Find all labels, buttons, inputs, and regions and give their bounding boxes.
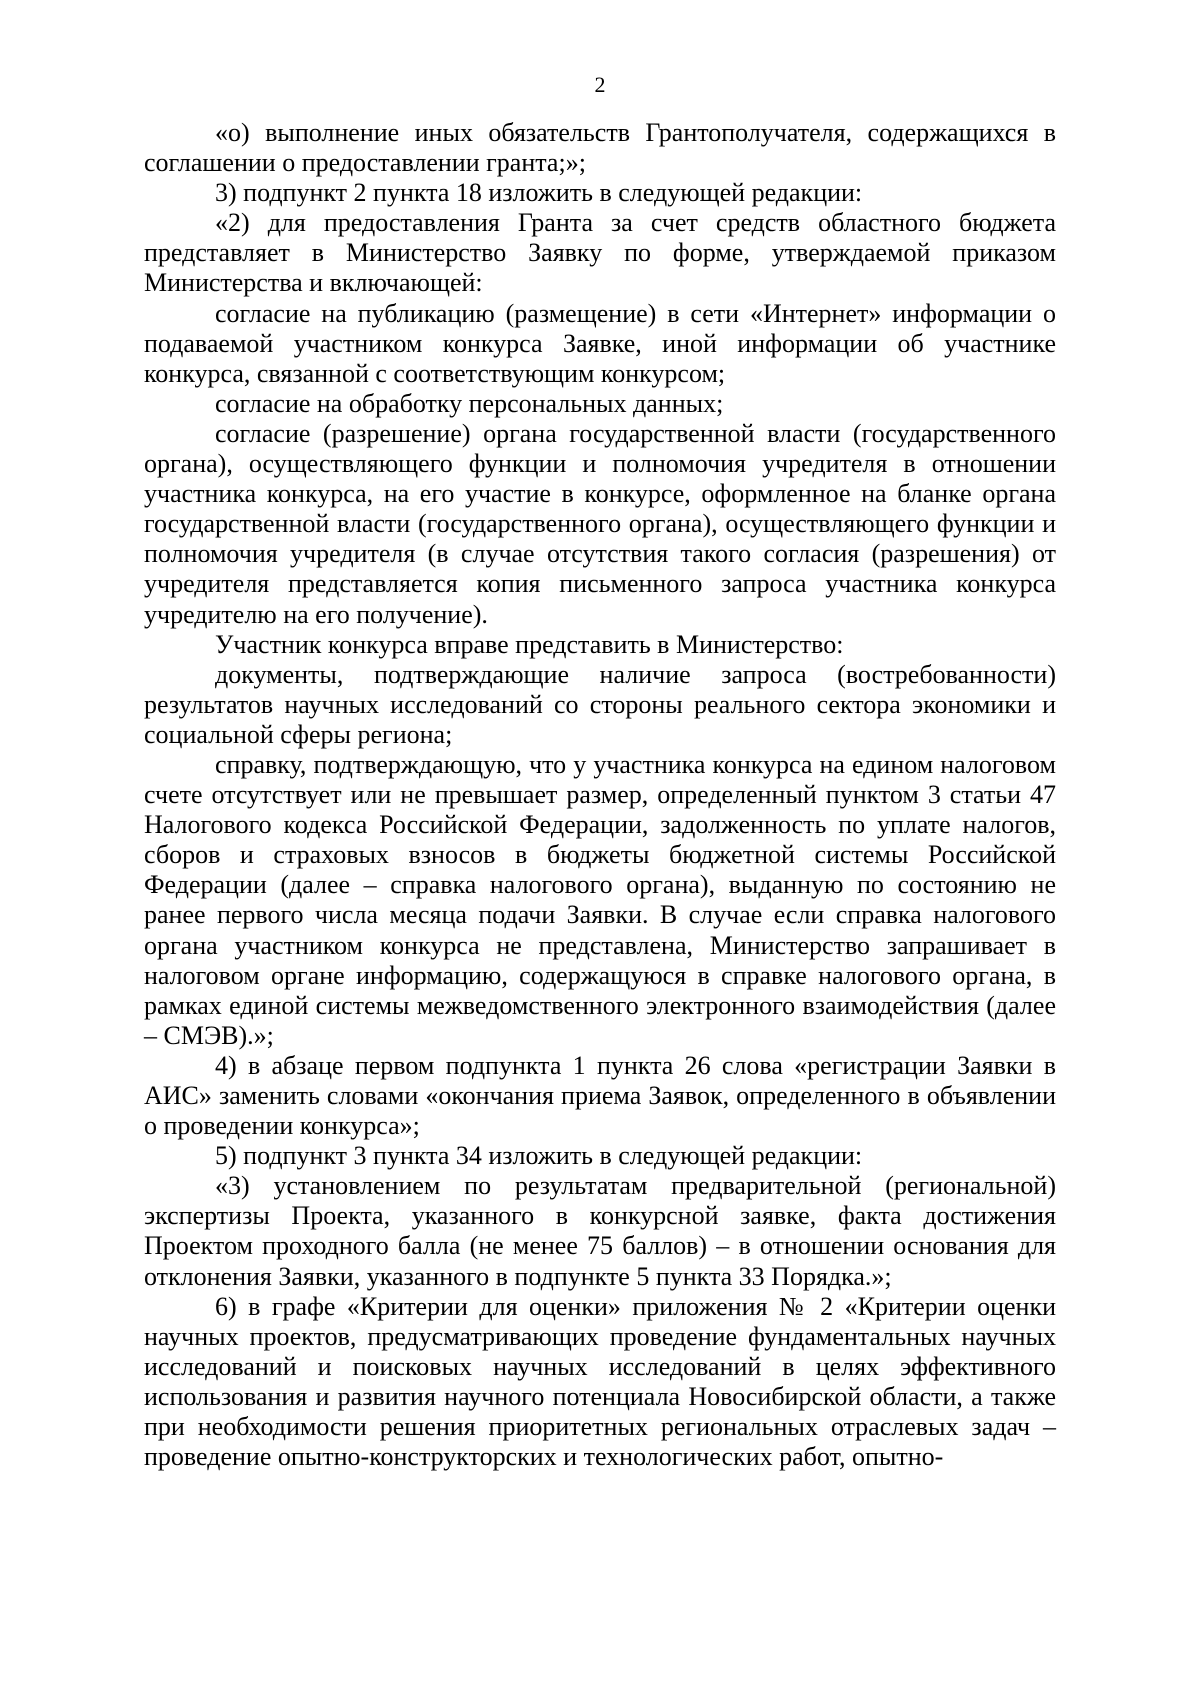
paragraph-item-o: «о) выполнение иных обязательств Грантополучателя, содержащихся в соглашении о предоставлении гранта;»; <box>144 118 1056 178</box>
paragraph-subitem-2: «2) для предоставления Гранта за счет средств областного бюджета представляет в Министерство Заявку по форме, утверждаемой приказом Министерства и включающей: <box>144 208 1056 298</box>
paragraph-consent-personal-data: согласие на обработку персональных данных; <box>215 388 724 418</box>
paragraph-subitem-3: «3) установлением по результатам предварительной (региональной) экспертизы Проекта, указанного в конкурсной заявке, факта достижения Проектом проходного балла (не менее 75 баллов) – в отношении основания для отклонения Заявки, указанного в подпункте 5 пункта 33 Порядка.»; <box>144 1171 1056 1291</box>
paragraph-consent-publication: согласие на публикацию (размещение) в сети «Интернет» информации о подаваемой участником конкурса Заявке, иной информации об участнике конкурса, связанной с соответствующим конкурсом; <box>144 298 1056 388</box>
paragraph-amendment-6: 6) в графе «Критерии для оценки» приложения № 2 «Критерии оценки научных проектов, предусматривающих проведение фундаментальных научных исследований и поисковых научных исследований в целях эффективного использования и развития научного потенциала Новосибирской области, а также при необходимости решения приоритетных региональных отраслевых задач – проведение опытно-конструкторских и технологических работ, опытно- <box>144 1291 1056 1472</box>
paragraph-amendment-5: 5) подпункт 3 пункта 34 изложить в следующей редакции: <box>215 1141 863 1171</box>
paragraph-amendment-4: 4) в абзаце первом подпункта 1 пункта 26 слова «регистрации Заявки в АИС» заменить словами «окончания приема Заявок, определенного в объявлении о проведении конкурса»; <box>144 1050 1056 1141</box>
page-number: 2 <box>594 72 606 97</box>
paragraph-consent-authority: согласие (разрешение) органа государственной власти (государственного органа), осуществляющего функции и полномочия учредителя в отношении участника конкурса, на его участие в конкурсе, оформленное на бланке органа государственной власти (государственного органа), осуществляющего функции и полномочия учредителя (в случае отсутствия такого согласия (разрешения) от учредителя представляется копия письменного запроса участника конкурса учредителю на его получение). <box>144 418 1056 629</box>
paragraph-amendment-3: 3) подпункт 2 пункта 18 изложить в следующей редакции: <box>215 178 863 208</box>
document-body <box>144 118 1056 1472</box>
paragraph-documents-demand: документы, подтверждающие наличие запроса (востребованности) результатов научных исследований со стороны реального сектора экономики и социальной сферы региона; <box>144 659 1056 749</box>
paragraph-tax-certificate: справку, подтверждающую, что у участника конкурса на едином налоговом счете отсутствует или не превышает размер, определенный пунктом 3 статьи 47 Налогового кодекса Российской Федерации, задолженность по уплате налогов, сборов и страховых взносов в бюджеты бюджетной системы Российской Федерации (далее – справка налогового органа), выданную по состоянию не ранее первого числа месяца подачи Заявки. В случае если справка налогового органа участником конкурса не представлена, Министерство запрашивает в налоговом органе информацию, содержащуюся в справке налогового органа, в рамках единой системы межведомственного электронного взаимодействия (далее – СМЭВ).»; <box>144 749 1056 1050</box>
paragraph-participant-right: Участник конкурса вправе представить в Министерство: <box>215 629 844 659</box>
